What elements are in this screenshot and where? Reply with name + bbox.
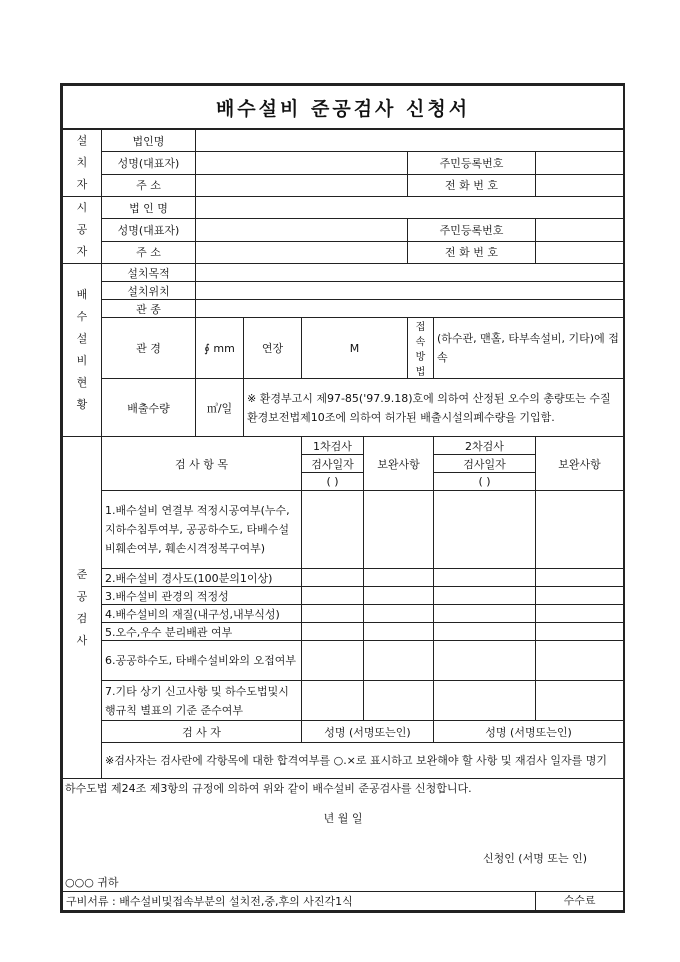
- contractor-corp-label: 법 인 명: [102, 197, 196, 219]
- first-date-6[interactable]: [302, 641, 364, 681]
- drainage-side-label: 배 수 설 비 현 황: [63, 264, 102, 437]
- statement-text: 하수도법 제24조 제3항의 규정에 의하여 위와 같이 배수설비 준공검사를 신청합니다.: [65, 782, 472, 795]
- installer-addr-label: 주 소: [102, 174, 196, 196]
- pipe-type-field[interactable]: [196, 300, 624, 318]
- first-date-5[interactable]: [302, 623, 364, 641]
- installer-rep-label: 성명(대표자): [102, 152, 196, 174]
- first-remark-5[interactable]: [364, 623, 434, 641]
- first-remark-6[interactable]: [364, 641, 434, 681]
- second-date-7[interactable]: [434, 681, 536, 721]
- second-remark-5[interactable]: [536, 623, 624, 641]
- second-date-2[interactable]: [434, 569, 536, 587]
- first-remark-3[interactable]: [364, 587, 434, 605]
- inspection-item-7: 7.기타 상기 신고사항 및 하수도법및시행규칙 별표의 기준 준수여부: [102, 681, 302, 721]
- length-unit[interactable]: M: [302, 318, 408, 379]
- installer-rep-field[interactable]: [196, 152, 408, 174]
- second-date-paren: ( ): [434, 473, 536, 491]
- first-remark-7[interactable]: [364, 681, 434, 721]
- documents-line: 구비서류 : 배수설비및접속부분의 설치전,중,후의 사진각1식: [63, 892, 536, 911]
- first-date-4[interactable]: [302, 605, 364, 623]
- second-inspection-header: 2차검사: [434, 437, 536, 455]
- diameter-unit[interactable]: ∮ mm: [196, 318, 244, 379]
- contractor-rep-label: 성명(대표자): [102, 219, 196, 241]
- second-remark-header: 보완사항: [536, 437, 624, 491]
- location-label: 설치위치: [102, 282, 196, 300]
- first-date-3[interactable]: [302, 587, 364, 605]
- first-remark-header: 보완사항: [364, 437, 434, 491]
- applicant-sign[interactable]: 신청인 (서명 또는 인): [482, 852, 588, 865]
- recipient-line: ○○○ 귀하: [65, 876, 119, 889]
- contractor-addr-label: 주 소: [102, 241, 196, 263]
- installer-corp-field[interactable]: [196, 129, 624, 152]
- discharge-label: 배출수량: [102, 379, 196, 437]
- diameter-label: 관 경: [102, 318, 196, 379]
- form-title: 배수설비 준공검사 신청서: [63, 86, 624, 130]
- inspection-side-label: 준 공 검 사: [63, 437, 102, 779]
- discharge-note: ※ 환경부고시 제97-85('97.9.18)호에 의하여 산정된 오수의 총량또는 수질환경보전법제10조에 의하여 허가된 배출시설의폐수량을 기입함.: [244, 379, 624, 437]
- pipe-type-label: 관 종: [102, 300, 196, 318]
- second-inspector-sign[interactable]: 성명 (서명또는인): [434, 721, 624, 743]
- second-remark-2[interactable]: [536, 569, 624, 587]
- installer-phone-field[interactable]: [536, 174, 624, 196]
- inspection-item-6: 6.공공하수도, 타배수설비와의 오접여부: [102, 641, 302, 681]
- location-field[interactable]: [196, 282, 624, 300]
- installer-resident-field[interactable]: [536, 152, 624, 174]
- first-remark-2[interactable]: [364, 569, 434, 587]
- application-form: [60, 83, 625, 913]
- installer-addr-field[interactable]: [196, 174, 408, 196]
- first-date-paren: ( ): [302, 473, 364, 491]
- connection-label: 접속 방법: [408, 318, 434, 379]
- length-label: 연장: [244, 318, 302, 379]
- first-date-7[interactable]: [302, 681, 364, 721]
- installer-corp-label: 법인명: [102, 129, 196, 152]
- footer-block: [63, 779, 624, 892]
- inspector-label: 검 사 자: [102, 721, 302, 743]
- contractor-corp-field[interactable]: [196, 197, 624, 219]
- installer-side-label: 설 치 자: [63, 129, 102, 197]
- inspection-item-1: 1.배수설비 연결부 적정시공여부(누수, 지하수침투여부, 공공하수도, 타배수설비훼손여부, 훼손시격정복구여부): [102, 491, 302, 569]
- installer-phone-label: 전 화 번 호: [408, 174, 536, 196]
- date-line[interactable]: 년 월 일: [323, 812, 363, 825]
- second-date-1[interactable]: [434, 491, 536, 569]
- second-remark-4[interactable]: [536, 605, 624, 623]
- first-date-1[interactable]: [302, 491, 364, 569]
- contractor-rep-field[interactable]: [196, 219, 408, 241]
- inspection-note: ※검사자는 검사란에 각항목에 대한 합격여부를 ○.×로 표시하고 보완해야 할 사항 및 재검사 일자를 명기: [102, 743, 624, 779]
- inspection-item-4: 4.배수설비의 재질(내구성,내부식성): [102, 605, 302, 623]
- form-table: [62, 85, 624, 911]
- second-remark-1[interactable]: [536, 491, 624, 569]
- inspection-item-5: 5.오수,우수 분리배관 여부: [102, 623, 302, 641]
- contractor-phone-label: 전 화 번 호: [408, 241, 536, 263]
- contractor-resident-label: 주민등록번호: [408, 219, 536, 241]
- first-inspector-sign[interactable]: 성명 (서명또는인): [302, 721, 434, 743]
- second-date-6[interactable]: [434, 641, 536, 681]
- first-remark-4[interactable]: [364, 605, 434, 623]
- first-date-2[interactable]: [302, 569, 364, 587]
- items-header: 검 사 항 목: [102, 437, 302, 491]
- first-inspection-header: 1차검사: [302, 437, 364, 455]
- second-remark-7[interactable]: [536, 681, 624, 721]
- contractor-resident-field[interactable]: [536, 219, 624, 241]
- purpose-field[interactable]: [196, 264, 624, 282]
- inspection-item-3: 3.배수설비 관경의 적정성: [102, 587, 302, 605]
- installer-resident-label: 주민등록번호: [408, 152, 536, 174]
- connection-note[interactable]: (하수관, 맨홀, 타부속설비, 기타)에 접속: [434, 318, 624, 379]
- purpose-label: 설치목적: [102, 264, 196, 282]
- discharge-unit[interactable]: ㎥/일: [196, 379, 244, 437]
- first-date-header: 검사일자: [302, 455, 364, 473]
- fee-label: 수수료: [536, 892, 624, 911]
- contractor-phone-field[interactable]: [536, 241, 624, 263]
- second-date-5[interactable]: [434, 623, 536, 641]
- first-remark-1[interactable]: [364, 491, 434, 569]
- second-date-3[interactable]: [434, 587, 536, 605]
- second-remark-3[interactable]: [536, 587, 624, 605]
- contractor-addr-field[interactable]: [196, 241, 408, 263]
- contractor-side-label: 시 공 자: [63, 197, 102, 264]
- second-remark-6[interactable]: [536, 641, 624, 681]
- inspection-item-2: 2.배수설비 경사도(100분의1이상): [102, 569, 302, 587]
- second-date-4[interactable]: [434, 605, 536, 623]
- second-date-header: 검사일자: [434, 455, 536, 473]
